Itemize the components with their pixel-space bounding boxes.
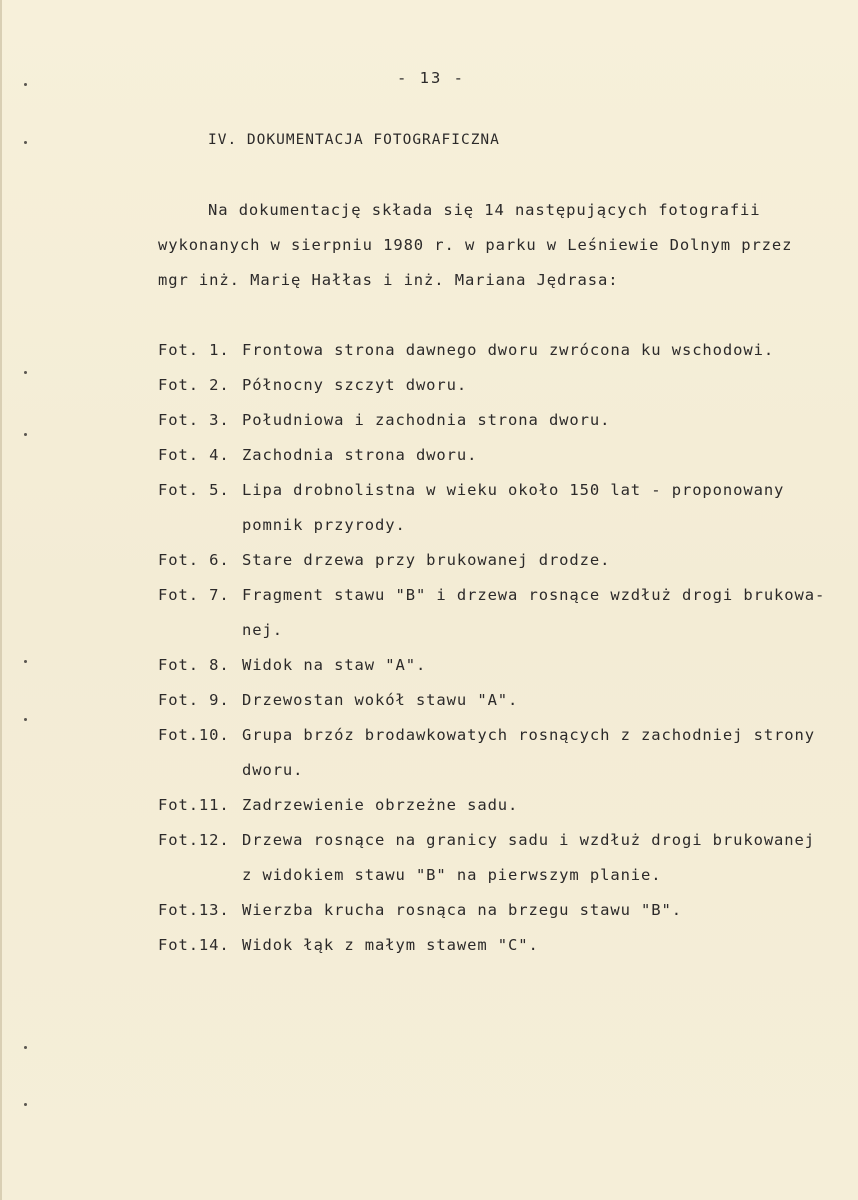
photo-entry-label: Fot. 2. — [158, 376, 230, 394]
photo-entry-text: Wierzba krucha rosnąca na brzegu stawu "B". — [242, 901, 682, 919]
photo-entry-text: Widok łąk z małym stawem "C". — [242, 936, 539, 954]
photo-entry-label: Fot.10. — [158, 726, 230, 744]
photo-entry-label: Fot. 1. — [158, 341, 230, 359]
margin-speck — [24, 660, 27, 663]
photo-entry-text: pomnik przyrody. — [242, 516, 406, 534]
photo-entry-label: Fot. 7. — [158, 586, 230, 604]
photo-entry-text: Fragment stawu "B" i drzewa rosnące wzdłuż drogi brukowa- — [242, 586, 826, 604]
photo-entry-label: Fot. 3. — [158, 411, 230, 429]
photo-entry-text: Stare drzewa przy brukowanej drodze. — [242, 551, 611, 569]
photo-entry-label: Fot. 6. — [158, 551, 230, 569]
page-number: - 13 - — [397, 69, 465, 87]
photo-entry-label: Fot.14. — [158, 936, 230, 954]
photo-entry-text: nej. — [242, 621, 283, 639]
intro-line-3: mgr inż. Marię Hałłas i inż. Mariana Jędrasa: — [158, 271, 619, 289]
photo-entry-label: Fot.11. — [158, 796, 230, 814]
margin-speck — [24, 371, 27, 374]
photo-entry-text: Północny szczyt dworu. — [242, 376, 468, 394]
photo-entry-text: Frontowa strona dawnego dworu zwrócona ku wschodowi. — [242, 341, 775, 359]
margin-speck — [24, 433, 27, 436]
photo-entry-label: Fot. 9. — [158, 691, 230, 709]
photo-entry-label: Fot. 8. — [158, 656, 230, 674]
photo-entry-label: Fot.13. — [158, 901, 230, 919]
photo-entry-text: Południowa i zachodnia strona dworu. — [242, 411, 611, 429]
margin-speck — [24, 1046, 27, 1049]
intro-line-1: Na dokumentację składa się 14 następujących fotografii — [208, 201, 761, 219]
photo-entry-text: Zadrzewienie obrzeżne sadu. — [242, 796, 519, 814]
photo-entry-text: Drzewostan wokół stawu "A". — [242, 691, 519, 709]
photo-entry-text: z widokiem stawu "B" na pierwszym planie. — [242, 866, 662, 884]
intro-line-2: wykonanych w sierpniu 1980 r. w parku w Leśniewie Dolnym przez — [158, 236, 793, 254]
photo-entry-text: Zachodnia strona dworu. — [242, 446, 478, 464]
photo-entry-label: Fot. 4. — [158, 446, 230, 464]
margin-speck — [24, 1103, 27, 1106]
margin-speck — [24, 718, 27, 721]
margin-speck — [24, 141, 27, 144]
photo-entry-label: Fot.12. — [158, 831, 230, 849]
photo-entry-text: Lipa drobnolistna w wieku około 150 lat - proponowany — [242, 481, 785, 499]
photo-entry-text: dworu. — [242, 761, 304, 779]
photo-entry-label: Fot. 5. — [158, 481, 230, 499]
photo-entry-text: Drzewa rosnące na granicy sadu i wzdłuż drogi brukowanej — [242, 831, 815, 849]
photo-entry-text: Grupa brzóz brodawkowatych rosnących z zachodniej strony — [242, 726, 815, 744]
photo-entry-text: Widok na staw "A". — [242, 656, 427, 674]
section-heading: IV. DOKUMENTACJA FOTOGRAFICZNA — [208, 132, 500, 148]
margin-speck — [24, 83, 27, 86]
